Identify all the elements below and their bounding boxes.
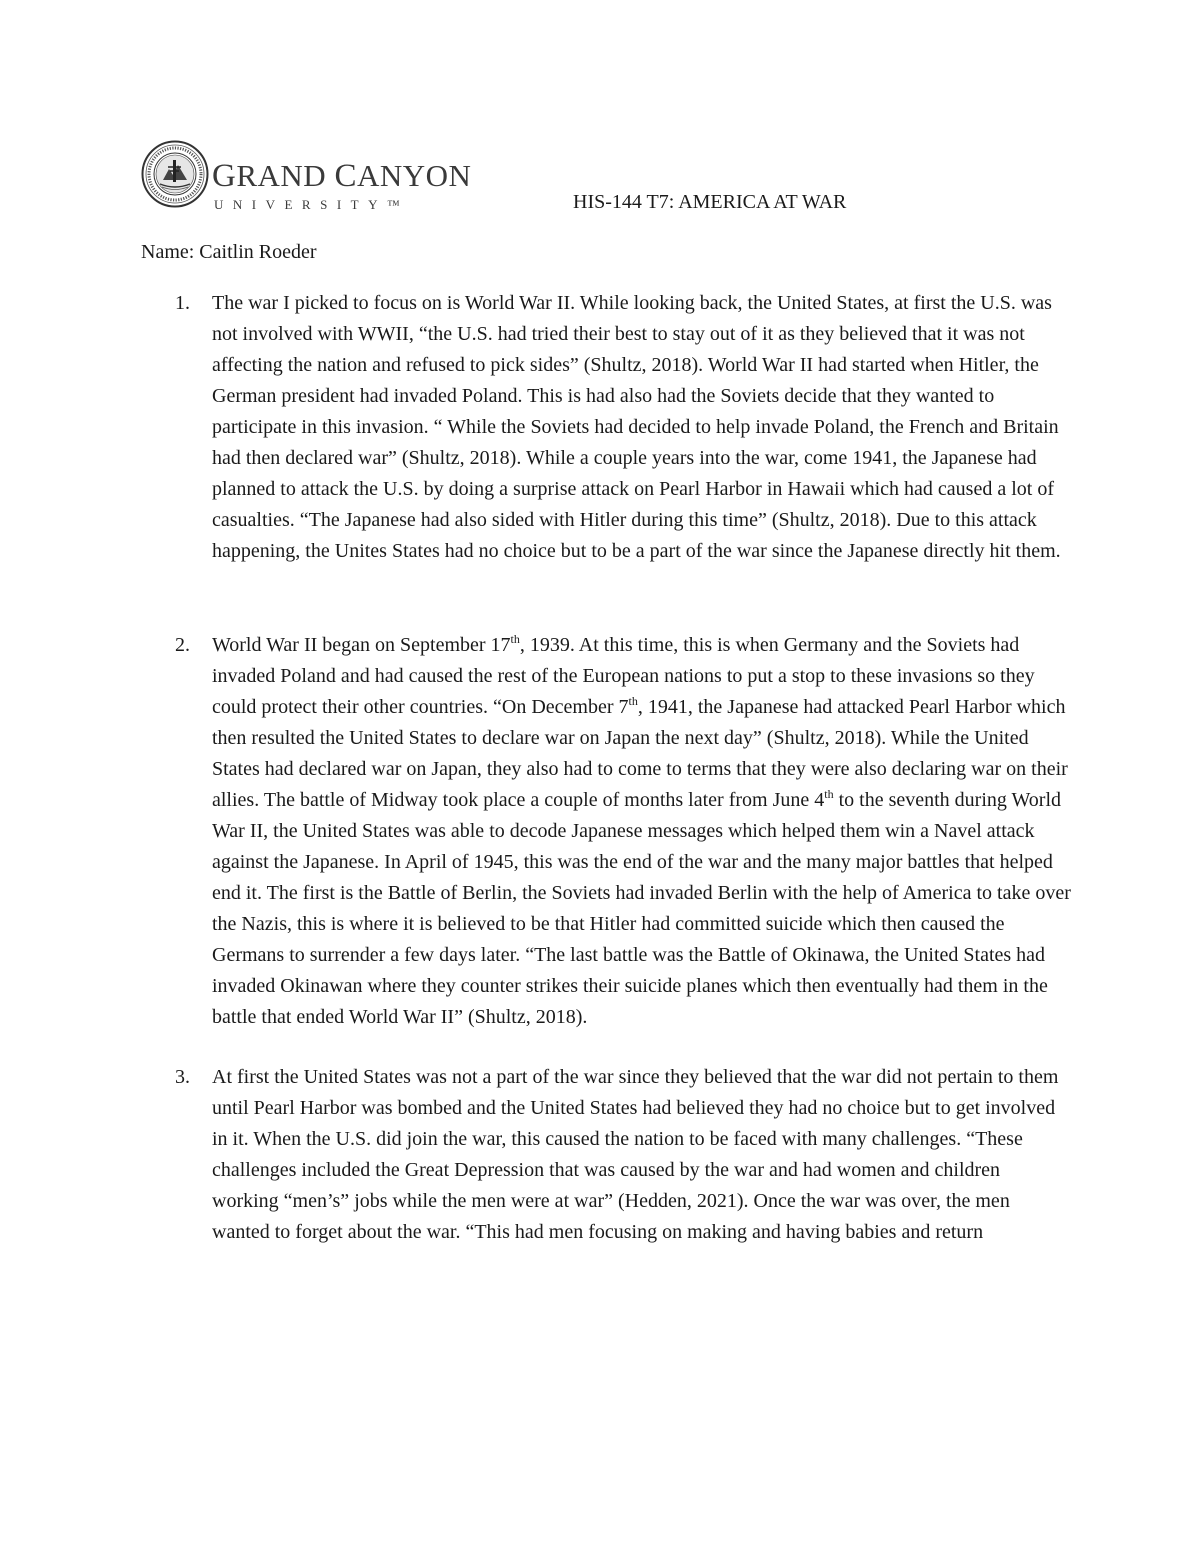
- answer-text: At first the United States was not a part of the war since they believed that the war did not pertain to them until Pearl Harbor was bombed and the United States had believed they had no choice but to get involved in it. When the U.S. did join the war, this caused the nation to be faced with many challenges. “These challenges included the Great Depression that was caused by the war and had women and children working “men’s” jobs while the men were at war” (Hedden, 2021). Once the war was over, the men wanted to forget about the war. “This had men focusing on making and having babies and return: [212, 1066, 1059, 1243]
- answer-number: 1.: [175, 292, 190, 314]
- logo-wordmark: GRAND CANYON: [212, 158, 472, 194]
- answer-text: The war I picked to focus on is World War II. While looking back, the United States, at first the U.S. was not involved with WWII, “the U.S. had tried their best to stay out of it as they believed that it was not affecting the nation and refused to pick sides” (Shultz, 2018). World War II had started when Hitler, the German president had invaded Poland. This is had also had the Soviets decide that they wanted to participate in this invasion. “ While the Soviets had decided to help invade Poland, the French and Britain had then declared war” (Shultz, 2018). While a couple years into the war, come 1941, the Japanese had planned to attack the U.S. by doing a surprise attack on Pearl Harbor in Hawaii which had caused a lot of casualties. “The Japanese had also sided with Hitler during this time” (Shultz, 2018). Due to this attack happening, the Unites States had no choice but to be a part of the war since the Japanese directly hit them.: [212, 292, 1061, 562]
- answer-text: World War II began on September 17th, 1939. At this time, this is when Germany and the Soviets had invaded Poland and had caused the rest of the European nations to put a stop to these invasions so they could protect their other countries. “On December 7th, 1941, the Japanese had attacked Pearl Harbor which then resulted the United States to declare war on Japan the next day” (Shultz, 2018). While the United States had declared war on Japan, they also had to come to terms that they were also declaring war on their allies. The battle of Midway took place a couple of months later from June 4th to the seventh during World War II, the United States was able to decode Japanese messages which helped them win a Navel attack against the Japanese. In April of 1945, this was the end of the war and the many major battles that helped end it. The first is the Battle of Berlin, the Soviets had invaded Berlin with the help of America to take over the Nazis, this is where it is believed to be that Hitler had committed suicide which then caused the Germans to surrender a few days later. “The last battle was the Battle of Okinawa, the United States had invaded Okinawan where they counter strikes their suicide planes which then eventually had them in the battle that ended World War II” (Shultz, 2018).: [212, 632, 1071, 1028]
- university-logo: [212, 160, 471, 213]
- answer-list: [141, 288, 1071, 1248]
- course-title: HIS-144 T7: AMERICA AT WAR: [573, 191, 847, 213]
- answer-item-2: [141, 630, 1071, 1033]
- ordinal-suffix: th: [510, 632, 520, 646]
- answer-item-1: [141, 288, 1071, 567]
- university-seal-icon: [141, 140, 209, 208]
- logo-subtitle: UNIVERSITY™: [214, 197, 410, 212]
- answer-number: 2.: [175, 634, 190, 656]
- answer-number: 3.: [175, 1066, 190, 1088]
- student-name: Name: Caitlin Roeder: [141, 241, 317, 263]
- ordinal-suffix: th: [628, 694, 638, 708]
- ordinal-suffix: th: [824, 787, 834, 801]
- answer-item-3: [141, 1062, 1071, 1248]
